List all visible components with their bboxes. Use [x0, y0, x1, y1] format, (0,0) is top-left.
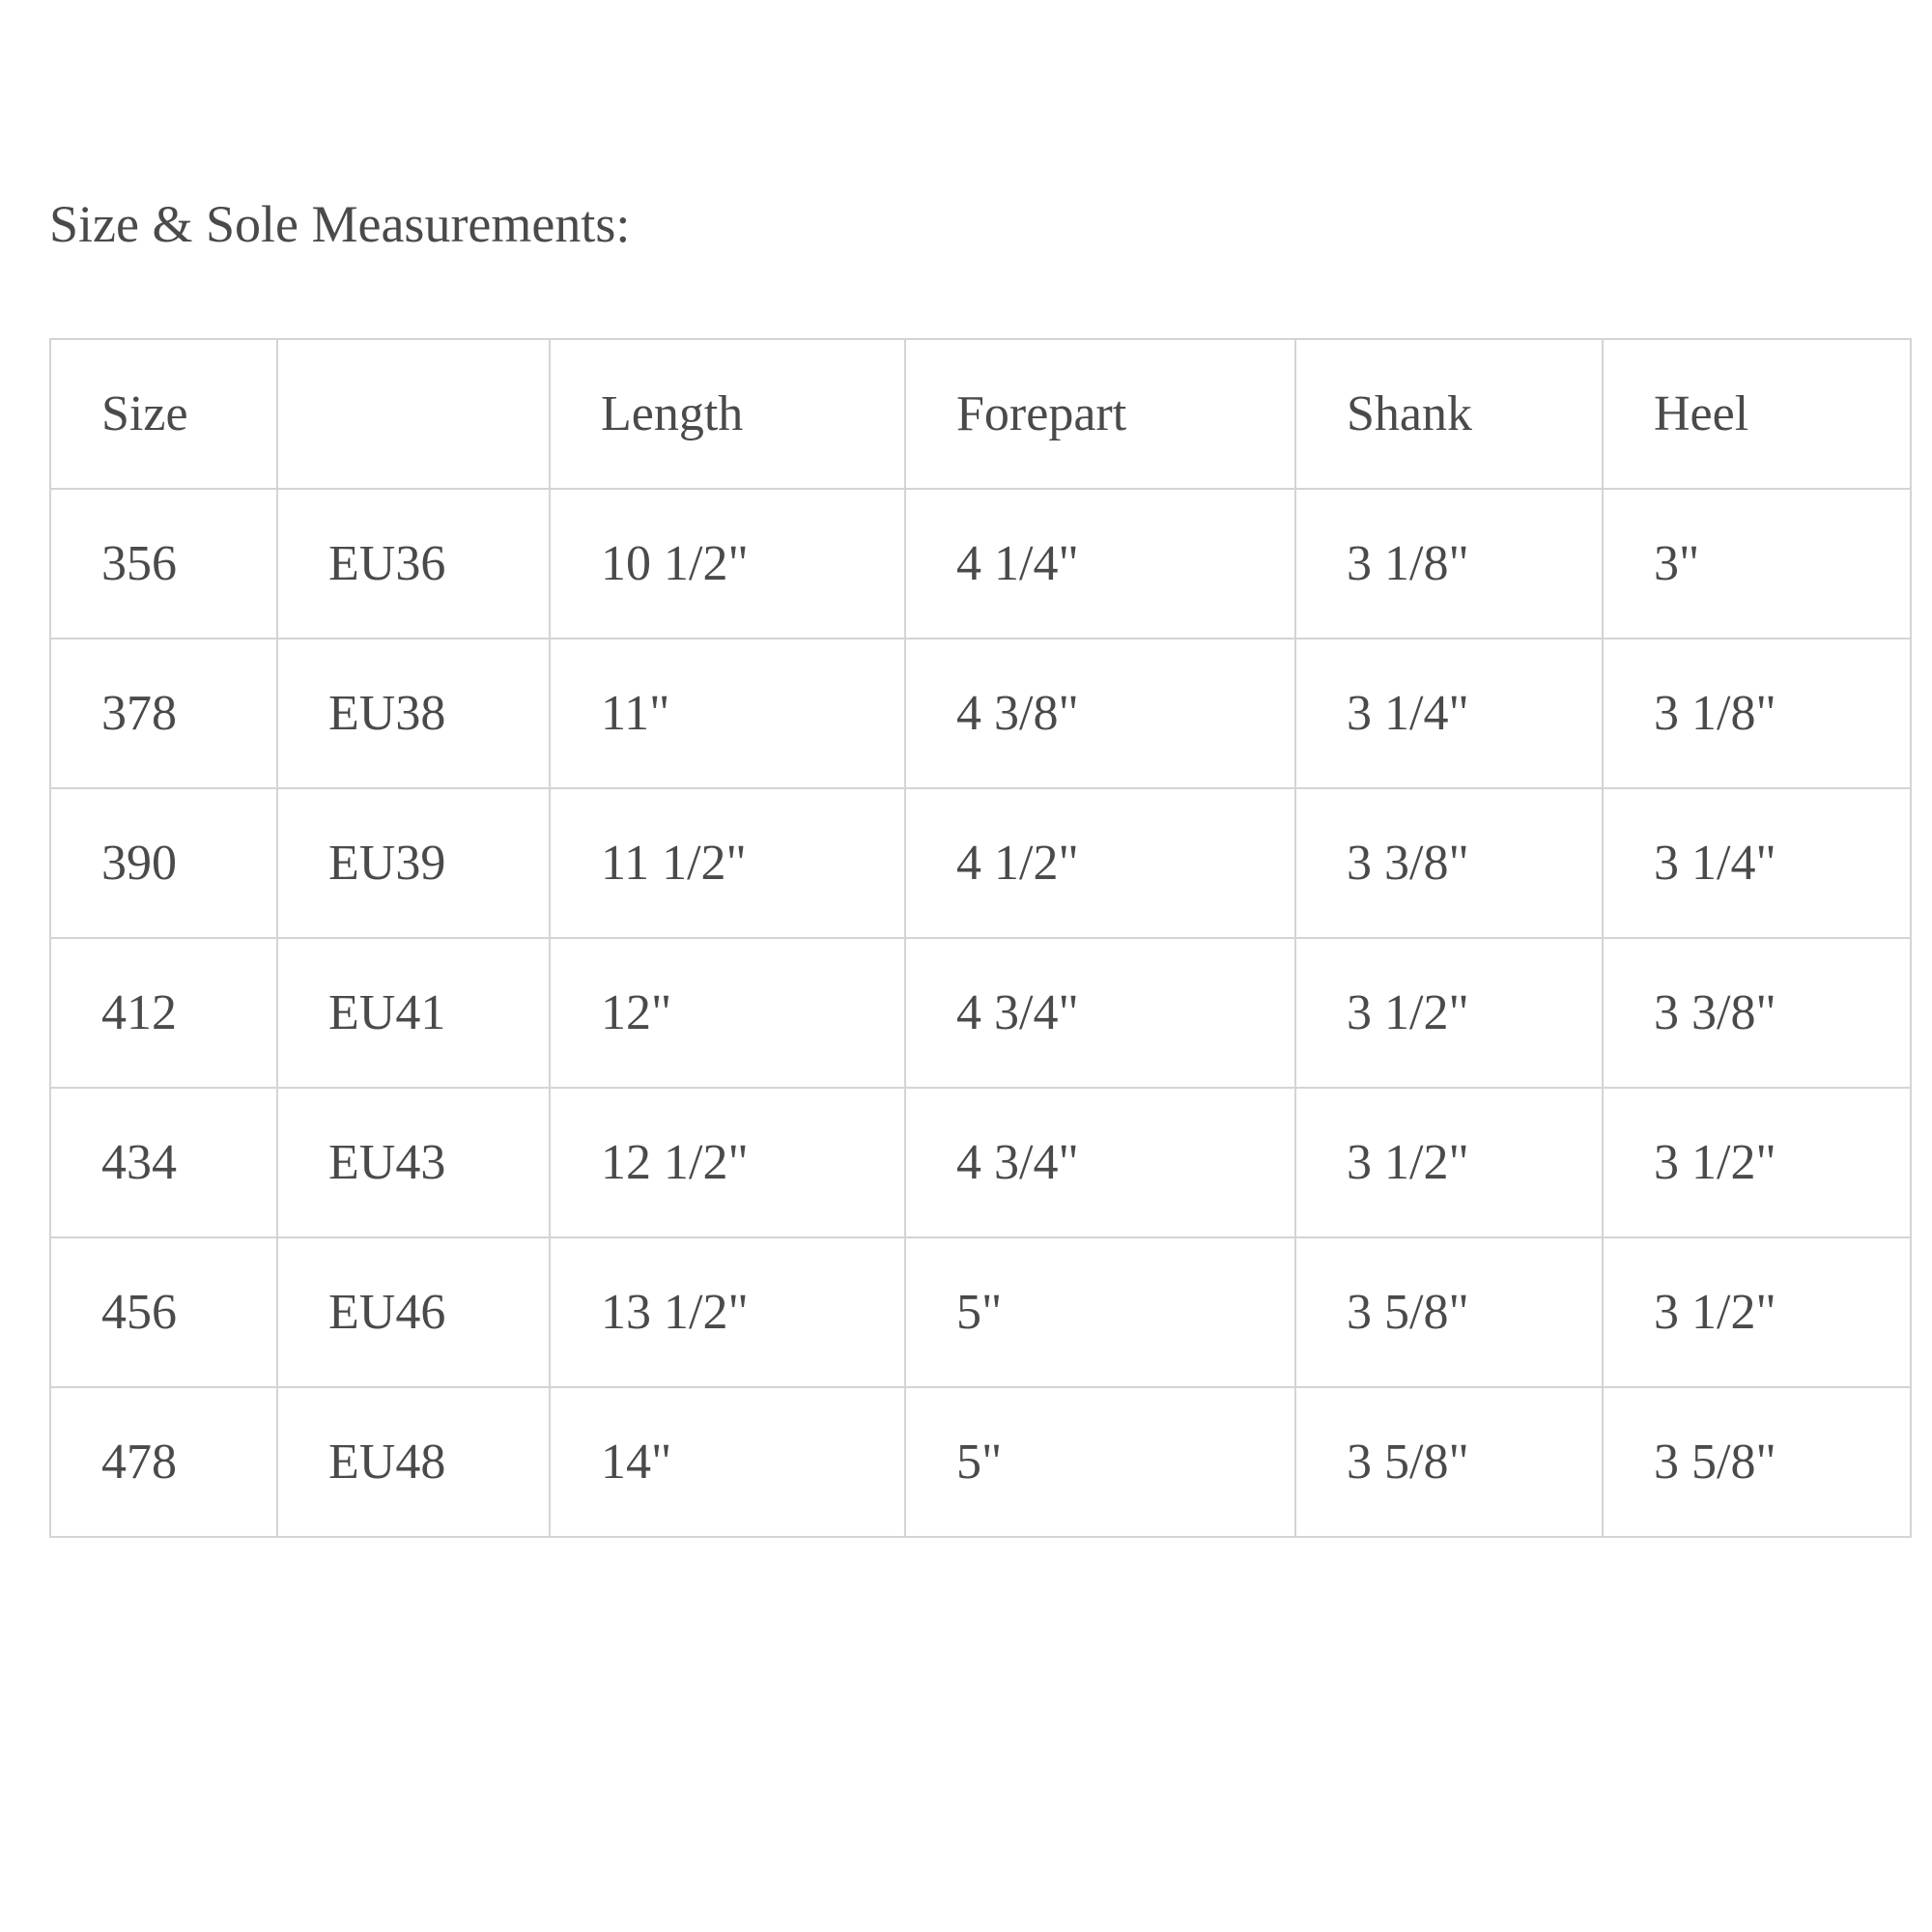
cell-size: 412 — [50, 938, 277, 1088]
cell-eu-size: EU43 — [277, 1088, 550, 1237]
cell-shank: 3 5/8" — [1295, 1387, 1603, 1537]
cell-heel: 3 1/4" — [1603, 788, 1911, 938]
table-row — [50, 1088, 1911, 1237]
cell-forepart: 4 3/4" — [905, 1088, 1295, 1237]
cell-shank: 3 1/8" — [1295, 489, 1603, 639]
cell-shank: 3 1/2" — [1295, 938, 1603, 1088]
cell-shank: 3 1/4" — [1295, 639, 1603, 788]
cell-heel: 3 3/8" — [1603, 938, 1911, 1088]
cell-heel: 3 1/2" — [1603, 1237, 1911, 1387]
table-row — [50, 489, 1911, 639]
header-size: Size — [50, 339, 277, 489]
header-length: Length — [550, 339, 905, 489]
cell-size: 390 — [50, 788, 277, 938]
header-heel: Heel — [1603, 339, 1911, 489]
cell-shank: 3 1/2" — [1295, 1088, 1603, 1237]
cell-length: 13 1/2" — [550, 1237, 905, 1387]
cell-size: 456 — [50, 1237, 277, 1387]
cell-heel: 3 1/2" — [1603, 1088, 1911, 1237]
header-shank: Shank — [1295, 339, 1603, 489]
cell-heel: 3 1/8" — [1603, 639, 1911, 788]
cell-shank: 3 3/8" — [1295, 788, 1603, 938]
cell-size: 378 — [50, 639, 277, 788]
cell-size: 478 — [50, 1387, 277, 1537]
cell-heel: 3 5/8" — [1603, 1387, 1911, 1537]
cell-eu-size: EU36 — [277, 489, 550, 639]
cell-eu-size: EU46 — [277, 1237, 550, 1387]
cell-length: 14" — [550, 1387, 905, 1537]
table-row — [50, 788, 1911, 938]
header-forepart: Forepart — [905, 339, 1295, 489]
table-header-row — [50, 339, 1911, 489]
cell-length: 12" — [550, 938, 905, 1088]
header-eu-size — [277, 339, 550, 489]
table-row — [50, 1237, 1911, 1387]
cell-length: 11" — [550, 639, 905, 788]
table-row — [50, 1387, 1911, 1537]
cell-forepart: 4 3/4" — [905, 938, 1295, 1088]
page-title: Size & Sole Measurements: — [49, 195, 631, 253]
cell-forepart: 4 1/4" — [905, 489, 1295, 639]
cell-shank: 3 5/8" — [1295, 1237, 1603, 1387]
cell-length: 10 1/2" — [550, 489, 905, 639]
cell-length: 11 1/2" — [550, 788, 905, 938]
cell-forepart: 4 1/2" — [905, 788, 1295, 938]
cell-eu-size: EU38 — [277, 639, 550, 788]
table-row — [50, 639, 1911, 788]
cell-size: 356 — [50, 489, 277, 639]
cell-heel: 3" — [1603, 489, 1911, 639]
cell-eu-size: EU39 — [277, 788, 550, 938]
cell-forepart: 4 3/8" — [905, 639, 1295, 788]
cell-size: 434 — [50, 1088, 277, 1237]
size-measurements-table — [49, 338, 1912, 1538]
cell-eu-size: EU41 — [277, 938, 550, 1088]
table-row — [50, 938, 1911, 1088]
cell-forepart: 5" — [905, 1237, 1295, 1387]
cell-eu-size: EU48 — [277, 1387, 550, 1537]
cell-length: 12 1/2" — [550, 1088, 905, 1237]
cell-forepart: 5" — [905, 1387, 1295, 1537]
